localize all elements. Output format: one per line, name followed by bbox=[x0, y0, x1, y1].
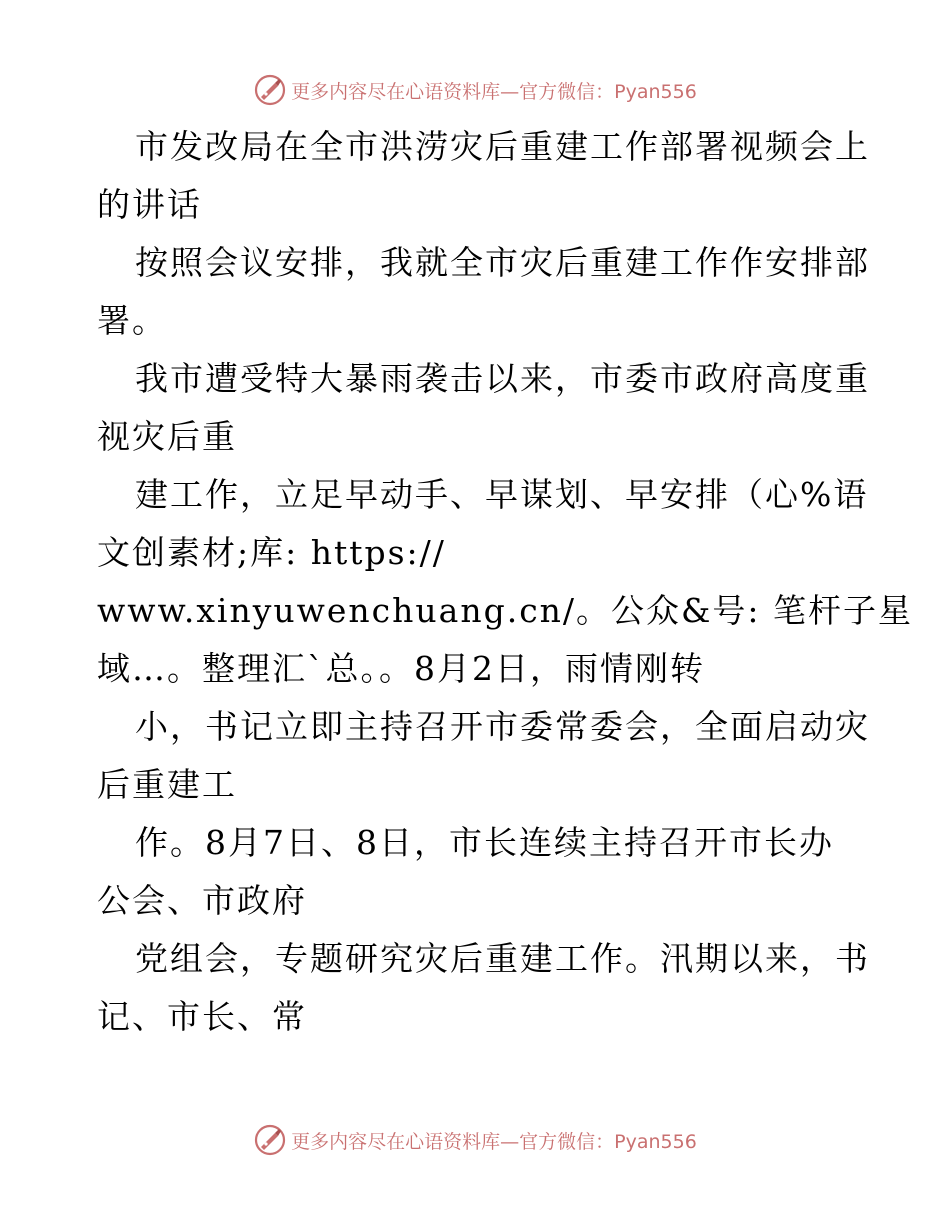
text-line: www.xinyuwenchuang.cn/。公众&号: 笔杆子星 bbox=[97, 591, 914, 630]
text-line: 按照会议安排，我就全市灾后重建工作作安排部 bbox=[135, 243, 870, 282]
footer-watermark bbox=[0, 1120, 950, 1160]
text-line: 作。8月7日、8日，市长连续主持召开市长办 bbox=[135, 823, 834, 862]
watermark-text: 更多内容尽在心语资料库—官方微信：Pyan556 bbox=[291, 1130, 697, 1153]
text-line: 党组会，专题研究灾后重建工作。汛期以来，书 bbox=[135, 939, 870, 978]
text-line: 小，书记立即主持召开市委常委会，全面启动灾 bbox=[135, 707, 870, 746]
text-line: 域…。整理汇`总。。8月2日，雨情刚转 bbox=[97, 649, 705, 688]
text-line: 我市遭受特大暴雨袭击以来，市委市政府高度重 bbox=[135, 359, 870, 398]
text-line: 文创素材;库: https:// bbox=[97, 533, 446, 572]
text-line: 记、市长、常 bbox=[97, 997, 307, 1036]
document-body bbox=[97, 118, 914, 1046]
pen-nib-logo-icon bbox=[253, 1123, 287, 1157]
text-line: 后重建工 bbox=[97, 765, 237, 804]
watermark-text: 更多内容尽在心语资料库—官方微信：Pyan556 bbox=[291, 80, 697, 103]
text-line: 视灾后重 bbox=[97, 417, 237, 456]
text-line: 署。 bbox=[97, 301, 167, 340]
pen-nib-logo-icon bbox=[253, 73, 287, 107]
text-line: 的讲话 bbox=[97, 185, 202, 224]
text-line: 市发改局在全市洪涝灾后重建工作部署视频会上 bbox=[135, 127, 870, 166]
header-watermark bbox=[0, 70, 950, 110]
text-line: 公会、市政府 bbox=[97, 881, 307, 920]
text-line: 建工作，立足早动手、早谋划、早安排（心%语 bbox=[135, 475, 869, 514]
